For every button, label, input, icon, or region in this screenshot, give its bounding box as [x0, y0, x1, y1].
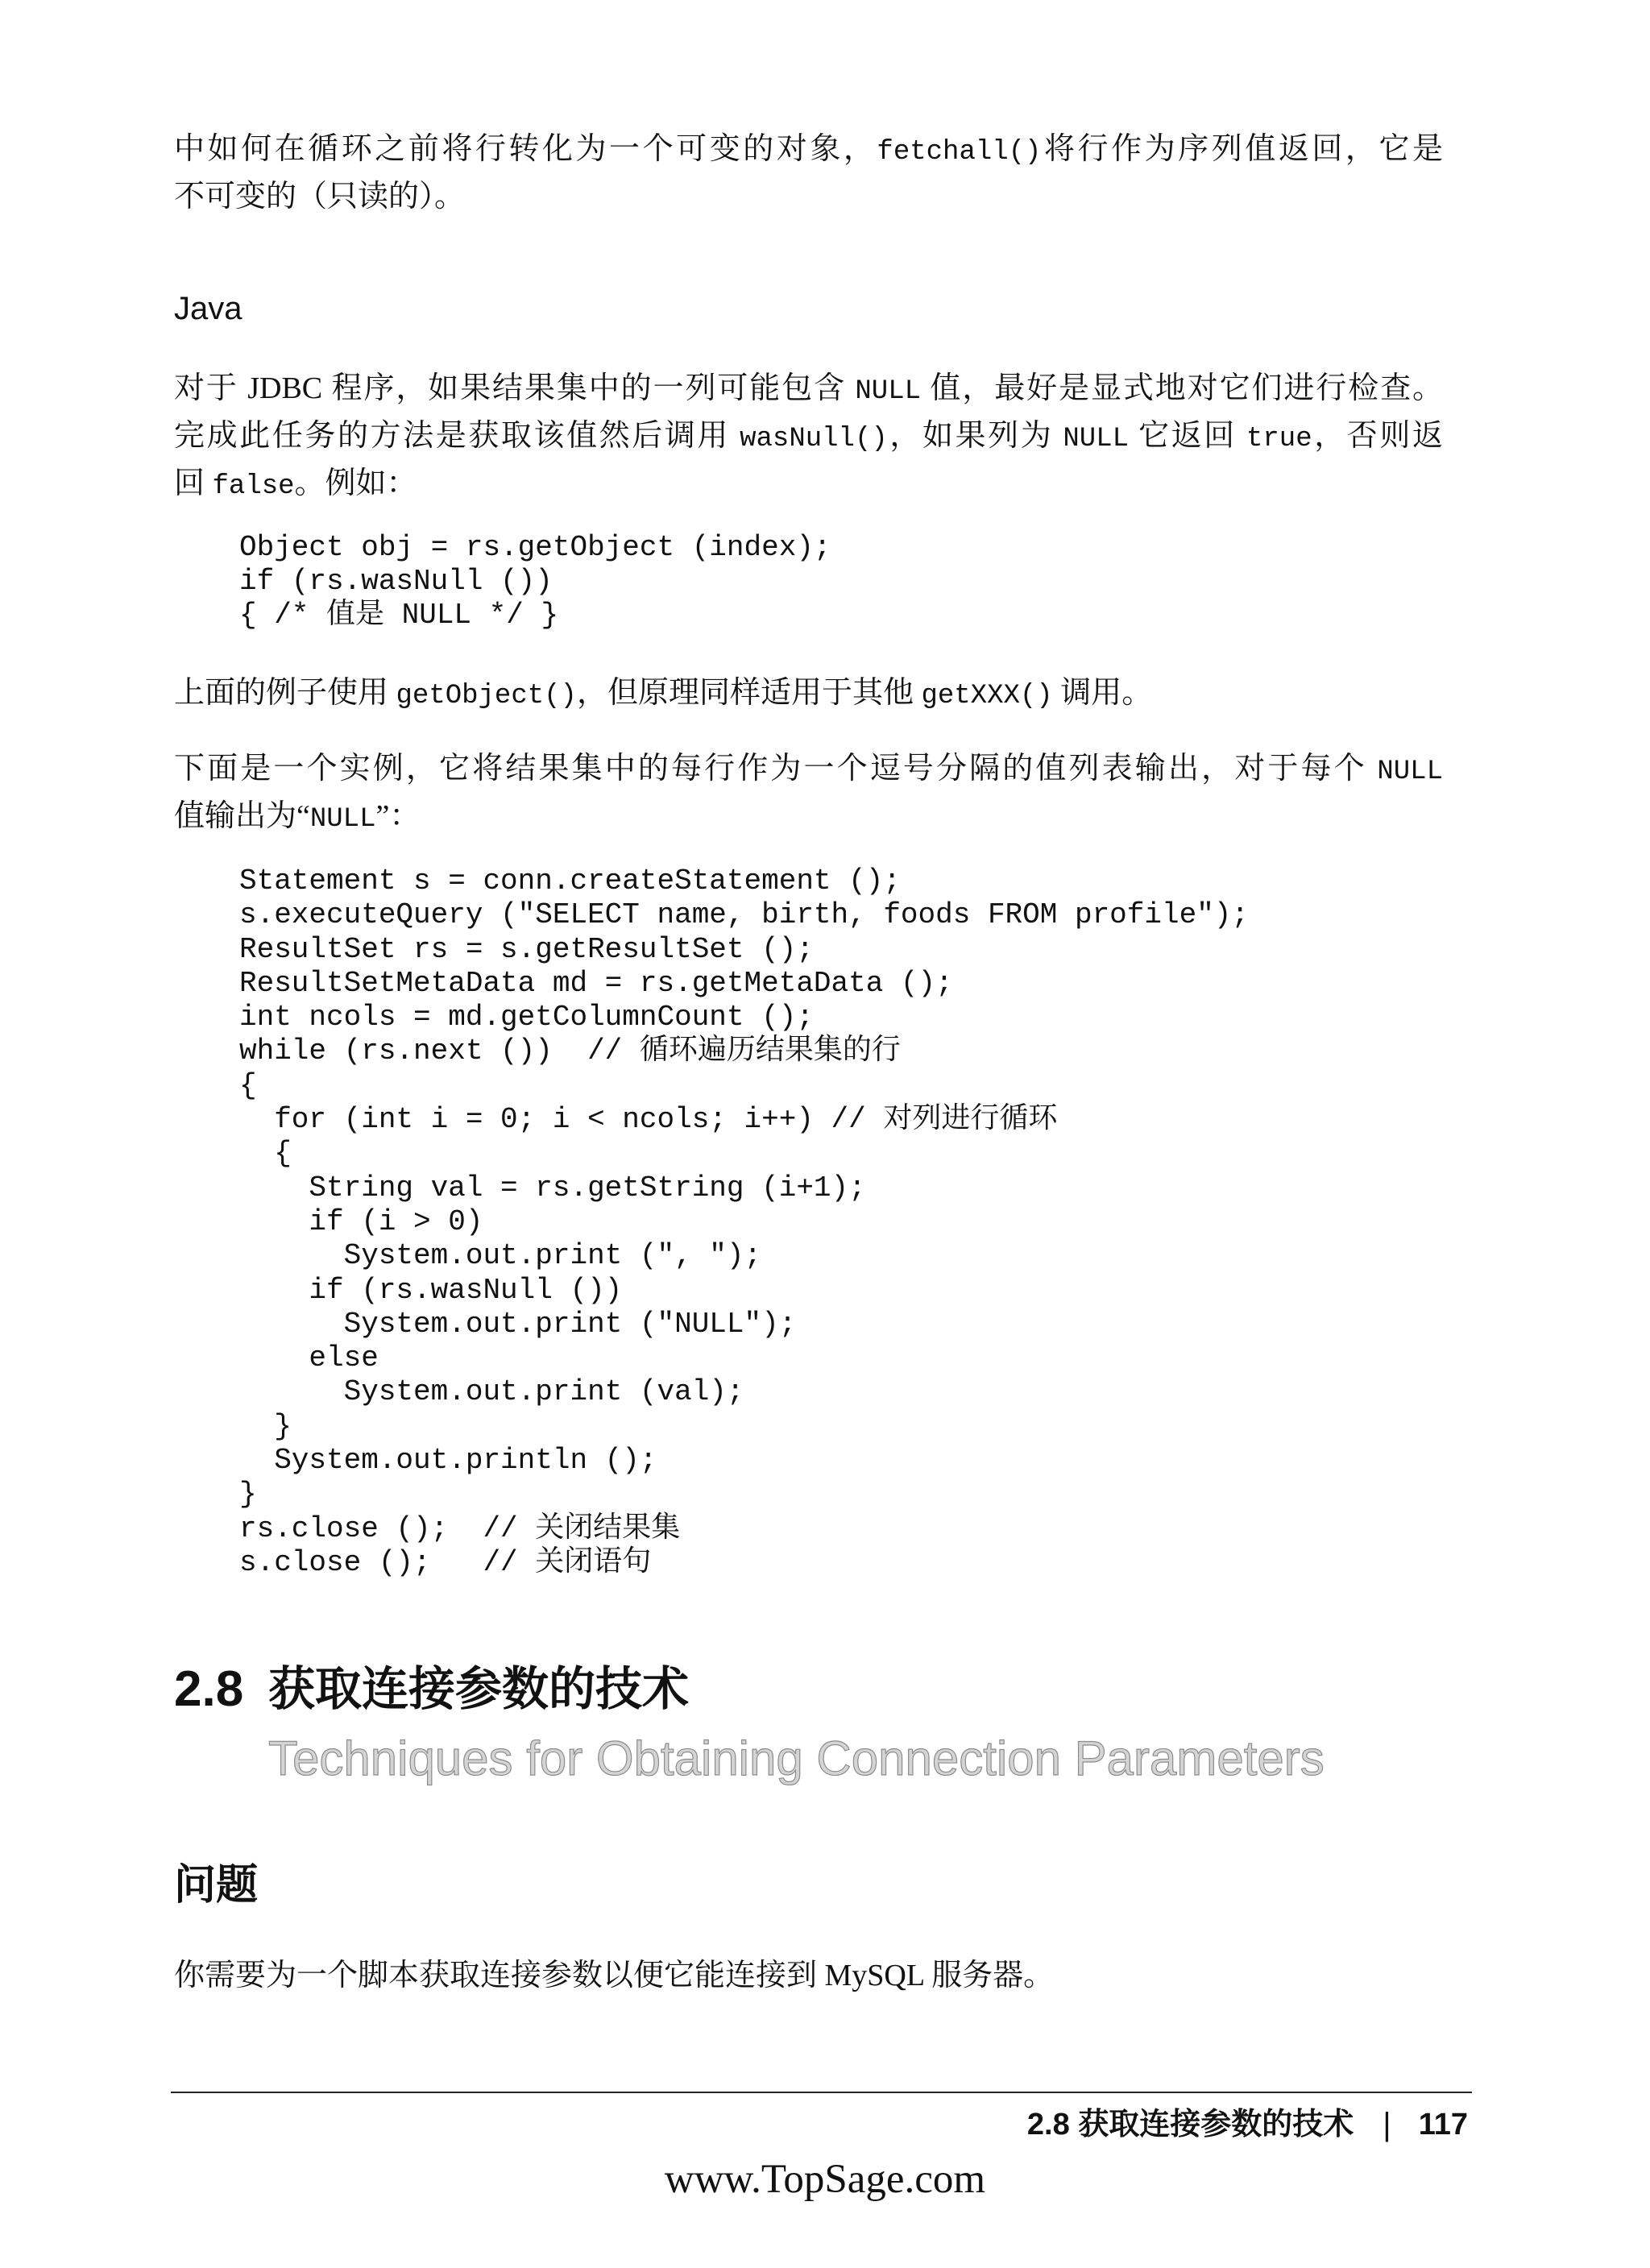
code-line: Object obj = rs.getObject (index);	[239, 531, 831, 564]
code-line: }	[239, 1478, 257, 1511]
inline-code: NULL	[1377, 757, 1443, 787]
paragraph-line	[174, 460, 1443, 508]
code-line: else	[239, 1341, 379, 1375]
paragraph-text: 将行作为序列值返回，它是	[1041, 132, 1443, 166]
paragraph-line	[174, 365, 1443, 413]
paragraph-text: ，否则返	[1312, 419, 1443, 453]
code-line: {	[239, 1137, 292, 1171]
paragraph-line	[174, 793, 1443, 840]
paragraph-text: 值，最好是显式地对它们进行检查。	[921, 371, 1443, 405]
code-line: for (int i = 0; i < ncols; i++) // 对列进行循环	[239, 1103, 1058, 1137]
paragraph-text: 上面的例子使用	[174, 676, 396, 710]
inline-code: true	[1246, 424, 1312, 454]
code-line: s.close (); // 关闭语句	[239, 1545, 652, 1579]
page-number: 117	[1418, 2108, 1468, 2142]
code-line: System.out.print (", ");	[239, 1239, 762, 1273]
code-line: if (rs.wasNull ())	[239, 565, 553, 598]
paragraph-line	[174, 745, 1443, 793]
subsection-heading-java: Java	[174, 291, 243, 326]
paragraph-text: 中如何在循环之前将行转化为一个可变的对象，	[174, 132, 877, 166]
paragraph-text: ，如果列为	[887, 419, 1063, 453]
paragraph-text: 对于 JDBC 程序，如果结果集中的一列可能包含	[174, 371, 856, 405]
inline-code: NULL	[855, 376, 922, 407]
code-line: while (rs.next ()) // 循环遍历结果集的行	[239, 1034, 901, 1068]
code-line: ResultSetMetaData md = rs.getMetaData ();	[239, 966, 953, 1000]
paragraph-line	[174, 126, 1443, 173]
code-line: {	[239, 1068, 257, 1102]
code-line: int ncols = md.getColumnCount ();	[239, 1001, 814, 1034]
code-line: rs.close (); // 关闭结果集	[239, 1511, 681, 1545]
running-footer	[1027, 2104, 1468, 2145]
paragraph-example-intro	[174, 745, 1443, 840]
inline-code: NULL	[1063, 424, 1130, 454]
paragraph-text: 值输出为“	[174, 799, 310, 833]
code-block-resultset-example	[239, 864, 1249, 1580]
section-title: 获取连接参数的技术	[268, 1663, 690, 1715]
footer-rule	[171, 2092, 1472, 2093]
code-block-wasnull-example	[239, 531, 831, 632]
inline-code: false	[212, 471, 295, 502]
code-line: System.out.print (val);	[239, 1375, 744, 1409]
inline-code: wasNull()	[740, 424, 888, 454]
paragraph-text: ，但原理同样适用于其他	[576, 676, 922, 710]
watermark-url: www.TopSage.com	[664, 2157, 986, 2202]
code-line: s.executeQuery ("SELECT name, birth, foods FROM profile");	[239, 898, 1250, 932]
section-subtitle: Techniques for Obtaining Connection Parameters	[268, 1731, 1325, 1785]
code-line: System.out.print ("NULL");	[239, 1307, 797, 1341]
inline-code: NULL	[309, 804, 376, 835]
code-line: ResultSet rs = s.getResultSet ();	[239, 932, 814, 966]
paragraph-continuation	[174, 126, 1443, 221]
code-line: System.out.println ();	[239, 1444, 657, 1478]
inline-code: getXXX()	[921, 681, 1053, 711]
paragraph-text: ”：	[375, 799, 421, 833]
paragraph-getobject-note	[174, 670, 1443, 717]
paragraph-line	[174, 670, 1443, 717]
section-number: 2.8	[174, 1661, 244, 1717]
paragraph-text: 。例如：	[294, 466, 417, 500]
paragraph-text: 完成此任务的方法是获取该值然后调用	[174, 419, 740, 453]
paragraph-line	[174, 413, 1443, 460]
paragraph-text: 回	[174, 466, 213, 500]
paragraph-jdbc-null	[174, 365, 1443, 508]
paragraph-line	[174, 173, 1443, 221]
code-line: Statement s = conn.createStatement ();	[239, 864, 901, 898]
inline-code: fetchall()	[877, 137, 1042, 168]
problem-paragraph	[174, 1952, 1443, 2000]
footer-section-title: 2.8 获取连接参数的技术	[1026, 2108, 1354, 2142]
footer-separator: |	[1383, 2107, 1391, 2142]
code-line: }	[239, 1409, 292, 1443]
problem-heading: 问题	[174, 1862, 259, 1909]
paragraph-text: 调用。	[1052, 676, 1153, 710]
paragraph-text: 它返回	[1129, 419, 1246, 453]
code-line: { /* 值是 NULL */ }	[239, 599, 559, 632]
paragraph-line: 你需要为一个脚本获取连接参数以便它能连接到 MySQL 服务器。	[174, 1959, 1055, 1992]
code-line: if (rs.wasNull ())	[239, 1273, 623, 1307]
paragraph-text: 下面是一个实例，它将结果集中的每行作为一个逗号分隔的值列表输出，对于每个	[174, 752, 1378, 786]
code-line: if (i > 0)	[239, 1204, 483, 1238]
inline-code: getObject()	[396, 681, 577, 711]
code-line: String val = rs.getString (i+1);	[239, 1171, 866, 1204]
paragraph-text: 不可变的（只读的）。	[174, 180, 466, 214]
